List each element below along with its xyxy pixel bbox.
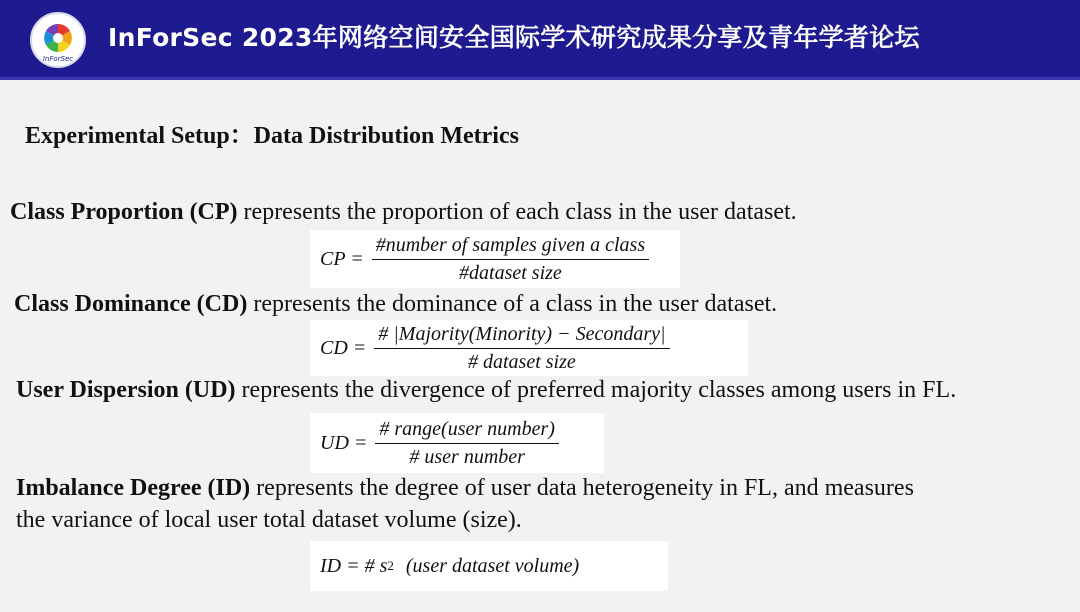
section-title: Experimental Setup：Data Distribution Metrics (25, 123, 519, 149)
cd-numerator: # |Majority(Minority) − Secondary| (374, 323, 669, 349)
ud-formula-lhs: UD = (320, 431, 368, 454)
cp-formula-lhs: CP = (320, 247, 364, 270)
id-term: Imbalance Degree (ID) (16, 475, 251, 501)
cp-term: Class Proportion (CP) (10, 199, 238, 225)
header-title: InForSec 2023年网络空间安全国际学术研究成果分享及青年学者论坛 (108, 23, 920, 52)
cp-description (10, 199, 797, 226)
id-formula-lhs: ID = # s (320, 554, 388, 577)
cp-denominator: #dataset size (459, 261, 562, 284)
id-formula-exponent: 2 (387, 558, 394, 573)
ud-desc-text: represents the divergence of preferred majority classes among users in FL. (235, 377, 957, 403)
ud-numerator: # range(user number) (375, 418, 559, 444)
id-desc-text: represents the degree of user data heterogeneity in FL, and measures (250, 475, 914, 501)
cd-desc-text: represents the dominance of a class in the user dataset. (247, 291, 778, 317)
cd-term: Class Dominance (CD) (14, 291, 248, 317)
svg-text:InForSec: InForSec (42, 55, 74, 63)
ud-term: User Dispersion (UD) (16, 377, 236, 403)
inforsec-logo (30, 12, 86, 68)
id-formula (310, 541, 668, 591)
cp-fraction (372, 234, 649, 285)
cp-desc-text: represents the proportion of each class in the user dataset. (237, 199, 797, 225)
ud-denominator: # user number (409, 445, 525, 468)
cd-formula (310, 320, 748, 376)
header-bar (0, 0, 1080, 80)
id-description-line2: the variance of local user total dataset volume (size). (16, 507, 522, 533)
ud-formula (310, 413, 604, 473)
ud-fraction (375, 418, 559, 469)
id-description (16, 475, 914, 502)
ud-description (16, 377, 956, 404)
cd-description (14, 291, 777, 318)
cp-formula (310, 230, 680, 288)
cd-denominator: # dataset size (468, 350, 576, 373)
id-formula-rest: (user dataset volume) (405, 554, 580, 577)
cd-fraction (374, 323, 669, 374)
cd-formula-lhs: CD = (320, 336, 367, 359)
cp-numerator: #number of samples given a class (372, 234, 649, 260)
